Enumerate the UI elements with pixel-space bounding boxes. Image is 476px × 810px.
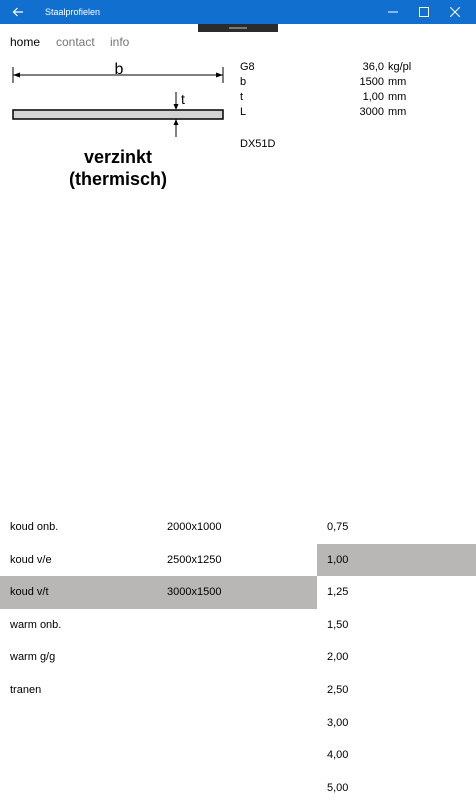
thickness-label: 1,25: [327, 586, 349, 599]
list-item[interactable]: [0, 674, 317, 707]
spec-value: 1500: [359, 76, 384, 88]
plate-section: [13, 110, 223, 119]
spec-unit: mm: [388, 91, 407, 103]
spec-row: [240, 106, 476, 121]
thickness-label: 3,00: [327, 716, 349, 729]
size-label: 2000x1000: [167, 521, 222, 533]
spec-row: [240, 91, 476, 106]
close-icon[interactable]: [440, 0, 470, 24]
tab-info[interactable]: info: [110, 35, 130, 49]
tab-home[interactable]: home: [10, 35, 41, 49]
spec-name: G8: [240, 61, 255, 73]
type-label: warm g/g: [10, 651, 56, 664]
spec-name: b: [240, 76, 247, 88]
arrow-left-icon: [13, 73, 20, 78]
thickness-item[interactable]: [317, 511, 476, 544]
type-label: koud v/t: [10, 586, 49, 599]
thickness-item-selected[interactable]: [317, 544, 476, 577]
title-bar: [0, 0, 476, 24]
thickness-label: 1,50: [327, 618, 349, 631]
thickness-label: 5,00: [327, 781, 349, 794]
minimize-icon[interactable]: [378, 0, 408, 24]
finish-line2: (thermisch): [68, 169, 167, 189]
spec-unit: mm: [388, 76, 407, 88]
dim-label-t: t: [181, 91, 185, 107]
spec-name: L: [240, 106, 247, 118]
spec-row: [240, 76, 476, 91]
thickness-item[interactable]: [317, 772, 476, 805]
thickness-label: 0,75: [327, 521, 349, 533]
type-label: koud v/e: [10, 553, 52, 566]
grip-icon: [229, 27, 247, 29]
maximize-icon[interactable]: [409, 0, 439, 24]
spec-name: t: [240, 91, 244, 103]
plate-diagram: [0, 55, 236, 145]
size-label: 3000x1500: [167, 586, 222, 599]
thickness-item[interactable]: [317, 739, 476, 772]
type-label: tranen: [10, 683, 42, 696]
type-label: warm onb.: [10, 618, 62, 631]
list-item[interactable]: [0, 511, 317, 544]
thickness-item[interactable]: [317, 609, 476, 642]
thickness-label: 1,00: [327, 553, 349, 566]
back-arrow-icon[interactable]: [0, 0, 36, 24]
steel-grade: DX51D: [240, 138, 276, 150]
dim-label-b: b: [114, 61, 124, 78]
size-label: 2500x1250: [167, 553, 222, 566]
tab-contact[interactable]: contact: [56, 35, 95, 49]
thickness-label: 2,00: [327, 651, 349, 664]
list-item[interactable]: [0, 544, 317, 577]
spec-unit: mm: [388, 106, 407, 118]
spec-row: [240, 61, 476, 76]
spec-unit: kg/pl: [388, 61, 412, 73]
window-title: Staalprofielen: [45, 7, 101, 17]
finish-label: [0, 146, 236, 190]
list-item[interactable]: [0, 641, 317, 674]
list-item[interactable]: [0, 609, 317, 642]
thickness-label: 4,00: [327, 749, 349, 762]
thickness-item[interactable]: [317, 674, 476, 707]
finish-line1: verzinkt: [83, 147, 153, 167]
type-list: [0, 511, 317, 707]
thickness-item[interactable]: [317, 641, 476, 674]
arrow-up-icon: [174, 119, 179, 125]
type-label: koud onb.: [10, 521, 59, 533]
spec-table: [240, 61, 476, 121]
spec-value: 36,0: [362, 61, 384, 73]
thickness-item[interactable]: [317, 576, 476, 609]
drag-handle[interactable]: [198, 24, 278, 32]
list-item-selected[interactable]: [0, 576, 317, 609]
thickness-item[interactable]: [317, 707, 476, 740]
spec-value: 3000: [359, 106, 384, 118]
spec-value: 1,00: [362, 91, 384, 103]
thickness-label: 2,50: [327, 683, 349, 696]
arrow-down-icon: [174, 104, 179, 110]
arrow-right-icon: [216, 73, 223, 78]
thickness-list: [317, 511, 476, 804]
